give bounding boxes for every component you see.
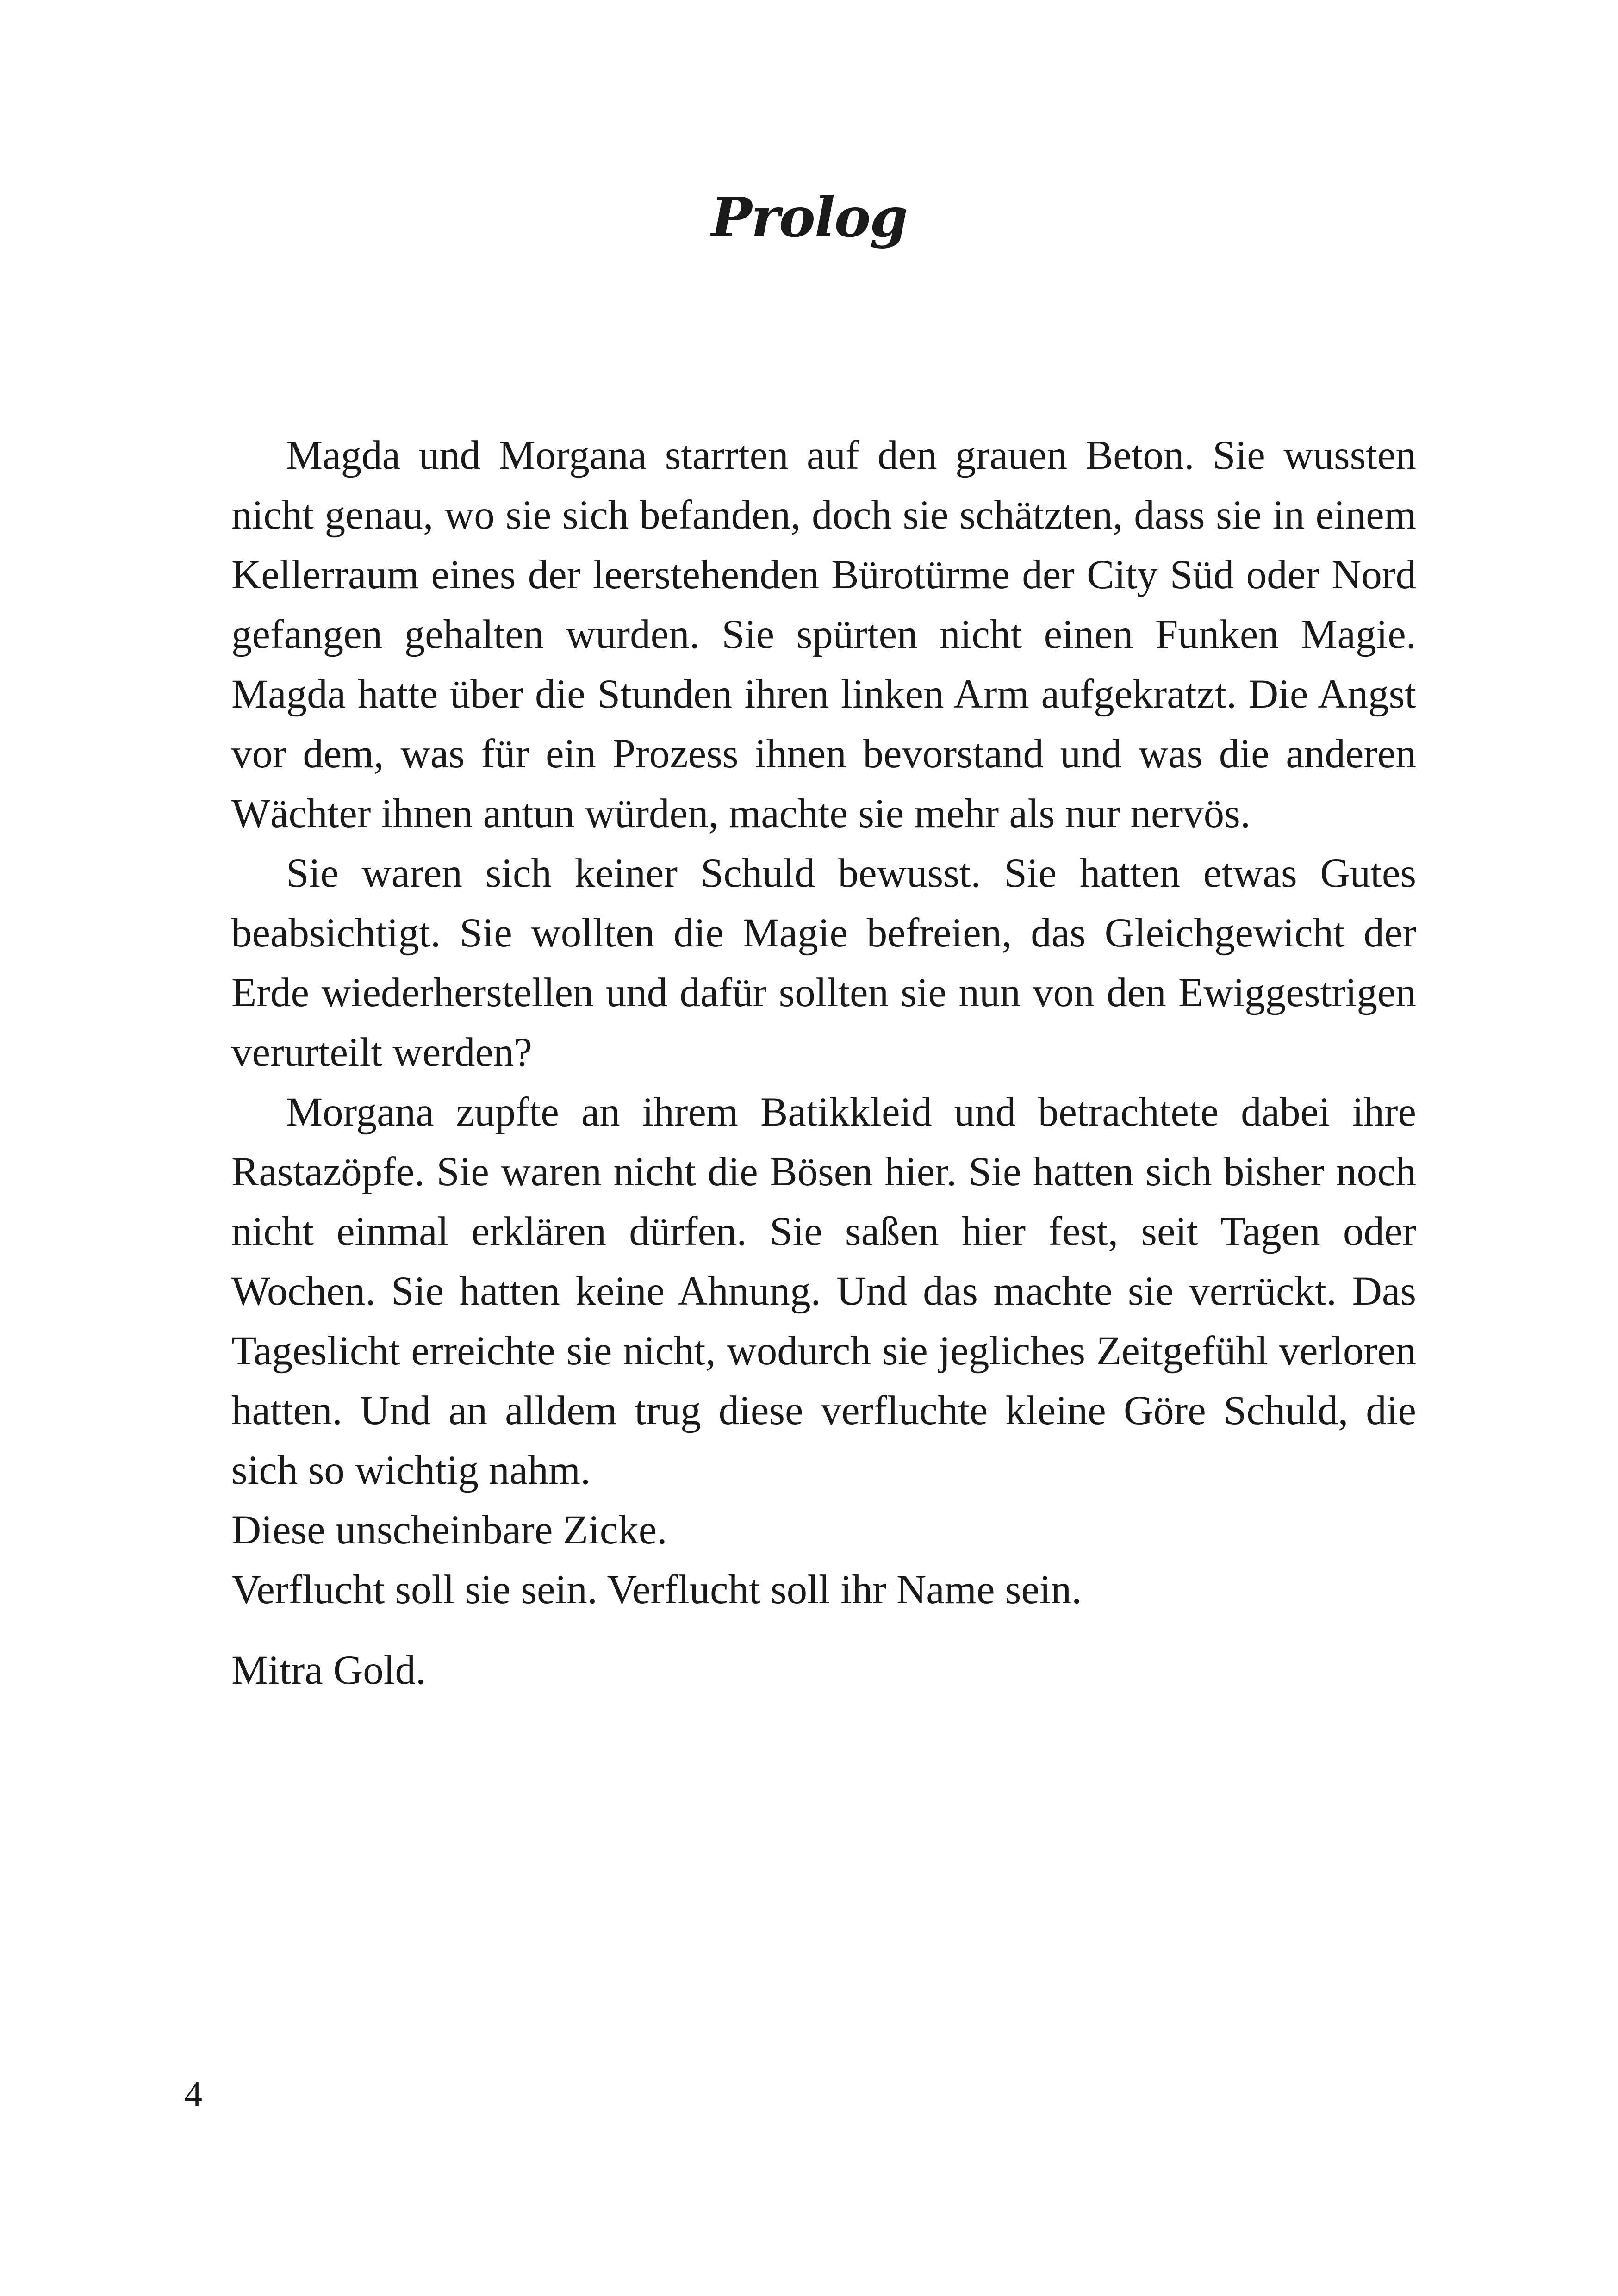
- line-2: Verflucht soll sie sein. Verflucht soll ihr Name sein.: [231, 1567, 1082, 1612]
- paragraph-1: Magda und Morgana starrten auf den grauen Beton. Sie wussten nicht genau, wo sie sich befanden, doch sie schätzten, dass sie in einem Kellerraum eines der leerstehenden Bürotürme der City Süd oder Nord gefangen gehalten wurden. Sie spürten nicht einen Funken Magie. Magda hatte über die Stunden ihren linken Arm aufgekratzt. Die Angst vor dem, was für ein Prozess ihnen bevorstand und was die anderen Wächter ihnen antun würden, machte sie mehr als nur nervös.: [231, 433, 1416, 836]
- line-1: Diese unscheinbare Zicke.: [231, 1507, 667, 1553]
- page-number: 4: [184, 2074, 202, 2114]
- chapter-title: Prolog: [711, 185, 907, 249]
- paragraph-3: Morgana zupfte an ihrem Batikkleid und betrachtete dabei ihre Rastazöpfe. Sie waren nicht die Bösen hier. Sie hatten sich bisher noch nicht einmal erklären dürfen. Sie saßen hier fest, seit Tagen oder Wochen. Sie hatten keine Ahnung. Und das machte sie verrückt. Das Tageslicht erreichte sie nicht, wodurch sie jegliches Zeitgefühl verloren hatten. Und an alldem trug diese verfluchte kleine Göre Schuld, die sich so wichtig nahm.: [231, 1089, 1416, 1493]
- signoff: Mitra Gold.: [231, 1648, 426, 1693]
- body-text: [231, 426, 1416, 1700]
- paragraph-2: Sie waren sich keiner Schuld bewusst. Sie hatten etwas Gutes beabsichtigt. Sie wollten die Magie befreien, das Gleichgewicht der Erde wiederherstellen und dafür sollten sie nun von den Ewiggestrigen verurteilt werden?: [231, 851, 1416, 1075]
